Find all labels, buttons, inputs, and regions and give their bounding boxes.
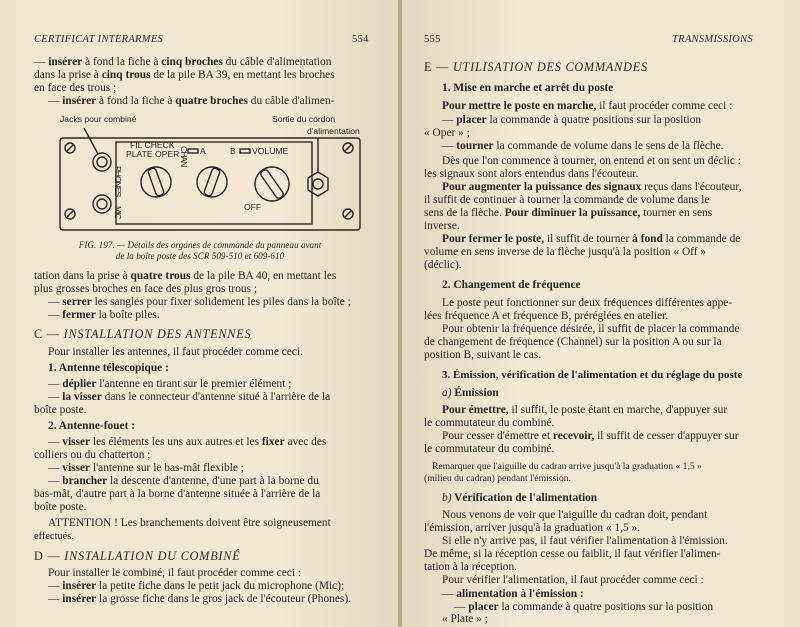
e1-line-1: — placer la commande à quatre positions sur la position (442, 114, 702, 126)
c2-line-2: colliers ou du chatterton ; (34, 449, 151, 461)
top-line-1: — insérer à fond la fiche à cinq broches du câble d'alimentation (34, 56, 332, 68)
e2-p1b: lées fréquence A et fréquence B, préréglées en atelier. (424, 310, 669, 322)
e3b-p2b: De même, si la réception cesse ou faiblit, il faut vérifier l'alimen- (424, 548, 721, 560)
fig-label-jacks: Jacks pour combiné (60, 114, 137, 124)
e3a-p1b: le commutateur du combiné. (424, 417, 555, 429)
e1-line-3: — tourner la commande de volume dans le sens de la flèche. (442, 140, 724, 152)
e3b-p2c: tation à la réception. (424, 561, 517, 573)
para-after-fig-1: tation dans la prise à quatre trous de la pile BA 40, en mettant les (34, 270, 337, 282)
left-page (0, 0, 398, 627)
figure-caption-2: de la boîte poste des SCR 509-510 et 609-610 (115, 251, 285, 261)
antenne-telescopique-title: 1. Antenne télescopique : (48, 362, 169, 374)
top-line-2: dans la prise à cinq trous de la pile BA 39, en mettant les broches (34, 69, 335, 81)
antenne-fouet-title: 2. Antenne-fouet : (48, 420, 136, 432)
d-line-1: — insérer la petite fiche dans le petit jack du microphone (Mic); (48, 580, 345, 592)
fig-label-sortie-2: d'alimentation (307, 126, 360, 136)
fig-b-label: B (230, 146, 236, 156)
e2-p2b: de changement de fréquence (Channel) sur la position A ou sur la (424, 336, 722, 348)
e1-title: 1. Mise en marche et arrêt du poste (442, 82, 614, 94)
section-d-heading: D — INSTALLATION DU COMBINÉ (34, 549, 241, 563)
section-c-intro: Pour installer les antennes, il faut procéder comme ceci. (48, 346, 303, 358)
e3a-p2: Pour cesser d'émettre et recevoir, il suffit de cesser d'appuyer sur (442, 430, 739, 442)
attention-line-1: ATTENTION ! Les branchements doivent être soigneusement (48, 517, 331, 529)
e3b-title: b) Vérification de l'alimentation (442, 492, 598, 504)
right-running-header: TRANSMISSIONS (672, 34, 753, 45)
e1-p3d: inverse. (424, 220, 460, 232)
c1-line-1: — déplier l'antenne en tirant sur le premier élément ; (48, 378, 292, 390)
fig-label-sortie-1: Sortie du cordon (272, 114, 336, 124)
fig-mic-label: MIC (113, 206, 123, 219)
e3a-title: a) Émission (442, 387, 499, 399)
e3b-line-1: — alimentation à l'émission : (442, 588, 584, 600)
e3b-p3: Pour vérifier l'alimentation, il faut procéder comme ceci : (442, 574, 704, 586)
fig-a-label: A (200, 146, 206, 156)
section-c-heading: C — INSTALLATION DES ANTENNES (34, 327, 252, 341)
right-page-number: 555 (424, 34, 441, 45)
left-running-header: CERTIFICAT INTERARMES (34, 34, 164, 45)
top-line-4: — insérer à fond la fiche à quatre broches du câble d'alimen- (48, 95, 335, 107)
d-line-2: — insérer la grosse fiche dans le gros jack de l'écouteur (Phones). (48, 593, 351, 605)
e1-p3: Pour augmenter la puissance des signaux reçus dans l'écouteur, (442, 181, 742, 193)
e3b-p1a: Nous venons de voir que l'aiguille du cadran doit, pendant (442, 509, 708, 521)
c1-line-2: — la visser dans le connecteur d'antenne situé à l'arrière de la (48, 391, 331, 403)
c2-line-5: bas-mât, d'autre part à la borne d'antenne située à l'arrière de la (34, 488, 321, 500)
c2-line-3: — visser l'antenne sur le bas-mât flexible ; (48, 462, 244, 474)
e1-p1: Pour mettre le poste en marche, il faut procéder comme ceci : (442, 100, 733, 112)
section-e-heading: E — UTILISATION DES COMMANDES (424, 60, 648, 74)
e1-line-2: « Oper » ; (424, 127, 470, 139)
e2-p1a: Le poste peut fonctionner sur deux fréquences différentes appe- (442, 297, 733, 309)
attention-line-2: effectués. (34, 531, 74, 542)
right-page (402, 0, 800, 627)
fermer-line: — fermer la boîte piles. (48, 309, 160, 321)
e1-p3c: sens de la flèche. Pour diminuer la puissance, tourner en sens (424, 207, 713, 219)
e3-title: 3. Émission, vérification de l'alimentation et du réglage du poste (442, 369, 743, 381)
e1-p4: Pour fermer le poste, il suffit de tourner à fond la commande de (442, 233, 741, 245)
fig-off-label: OFF (244, 202, 262, 212)
e1-p2b: les signaux sont alors entendus dans l'écouteur. (424, 168, 639, 180)
fig-fil-check: FIL CHECK (130, 140, 175, 150)
section-d-intro: Pour installer le combiné, il faut procéder comme ceci : (48, 567, 302, 579)
e3a-p2d: le commutateur du combiné. (424, 443, 555, 455)
e2-p2c: position B, suivant le cas. (424, 349, 542, 361)
e2-title: 2. Changement de fréquence (442, 279, 581, 291)
e1-p3b: il suffit de continuer à tourner la commande de volume dans le (424, 194, 710, 206)
fig-phones-label: PHONES (113, 166, 123, 197)
e3b-line-3: « Plate » ; (442, 613, 488, 625)
c2-line-6: boîte poste. (34, 501, 87, 513)
e3b-p1b: l'émission, arriver jusqu'à la graduation « 1,5 ». (424, 522, 641, 534)
e1-p2a: Dès que l'on commence à tourner, on entend et on sent un déclic : (442, 155, 741, 167)
fig-chan-label: CHAN (179, 146, 189, 167)
left-page-number: 554 (352, 34, 369, 45)
e3b-line-2: — placer la commande à quatre positions sur la position (454, 601, 714, 613)
e1-p4c: (déclic). (424, 259, 462, 271)
figure-caption-1: FIG. 197. — Détails des organes de commande du panneau avant (78, 240, 322, 250)
c1-line-3: boîte poste. (34, 404, 87, 416)
note-line-1: Remarquer que l'aiguille du cadran arrive jusqu'à la graduation « 1,5 » (432, 461, 702, 472)
fig-plate-oper: PLATE OPER (126, 149, 180, 159)
top-line-3: en face des trous ; (34, 82, 117, 94)
control-panel-figure (52, 124, 370, 236)
serrer-line: — serrer les sangles pour fixer solidement les piles dans la boîte ; (48, 296, 351, 308)
e3b-p2a: Si elle n'y arrive pas, il faut vérifier l'alimentation à l'émission. (442, 535, 728, 547)
c2-line-4: — brancher la descente d'antenne, d'une part à la borne du (48, 475, 319, 487)
note-line-2: (milieu du cadran) pendant l'émission. (424, 473, 571, 484)
e3a-p1: Pour émettre, il suffit, le poste étant en marche, d'appuyer sur (442, 404, 728, 416)
e2-p2a: Pour obtenir la fréquence désirée, il suffit de placer la commande (442, 323, 740, 335)
fig-volume-label: VOLUME (252, 146, 289, 156)
c2-line-1: — visser les éléments les uns aux autres et les fixer avec des (48, 436, 327, 448)
para-after-fig-2: plus grosses broches en face des plus gros trous ; (34, 283, 258, 295)
e1-p4b: volume en sens inverse de la flèche jusqu'à la position « Off » (424, 246, 707, 258)
